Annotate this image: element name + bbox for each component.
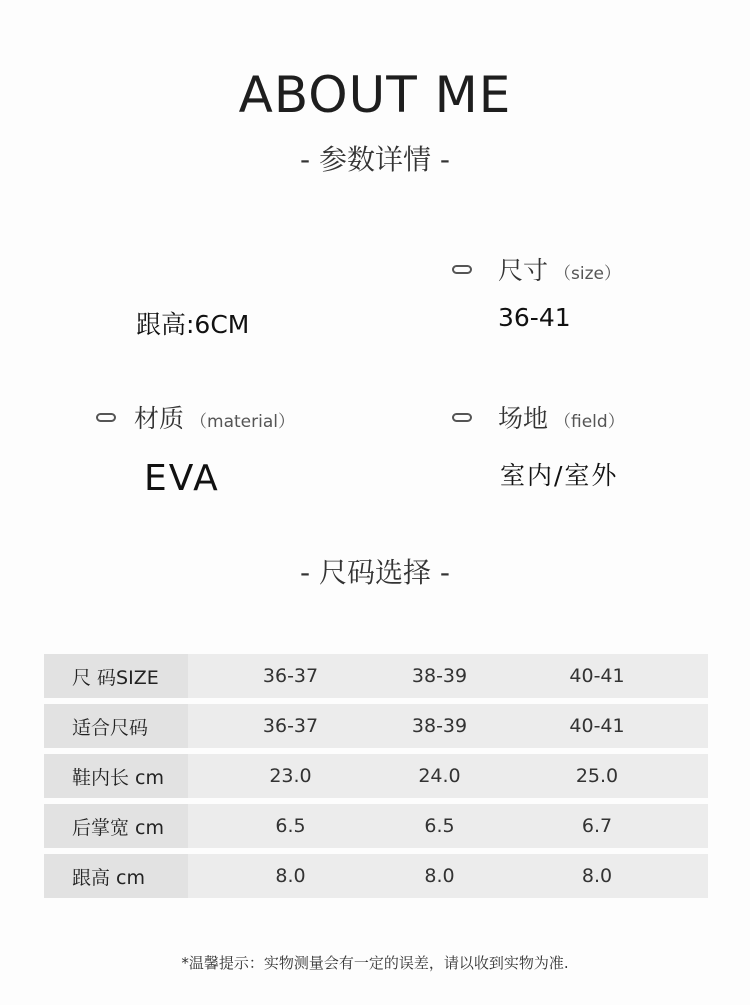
footer-note: *温馨提示：实物测量会有一定的误差，请以收到实物为准. <box>181 954 569 972</box>
size-sublabel: （size） <box>554 264 621 284</box>
table-cell: 6.7 <box>581 815 613 837</box>
pill-icon <box>452 413 472 422</box>
size-label-row <box>452 251 621 287</box>
field-label-row <box>452 399 625 435</box>
table-cell: 23.0 <box>269 765 312 787</box>
material-label: 材质 <box>134 404 185 433</box>
table-cell: 6.5 <box>275 815 306 837</box>
row-header: 鞋内长 cm <box>44 754 188 798</box>
table-cell: 6.5 <box>424 815 455 837</box>
table-row <box>44 804 708 848</box>
row-header: 尺 码SIZE <box>44 654 188 698</box>
table-row <box>44 654 708 698</box>
row-header: 跟高 cm <box>44 854 188 898</box>
table-cell: 25.0 <box>575 765 619 787</box>
field-label: 场地 <box>498 404 549 433</box>
row-header: 适合尺码 <box>44 704 188 748</box>
table-cell: 38-39 <box>411 665 468 687</box>
pill-icon <box>96 413 116 422</box>
page-title: ABOUT ME <box>238 66 512 124</box>
row-header: 后掌宽 cm <box>44 804 188 848</box>
table-cell: 40-41 <box>569 665 625 687</box>
table-cell: 36-37 <box>262 715 319 737</box>
field-sublabel: （field） <box>554 412 625 432</box>
heel-value: 跟高:6CM <box>136 310 250 339</box>
size-section-title: - 尺码选择 - <box>299 556 450 589</box>
size-label: 尺寸 <box>498 256 549 285</box>
field-value: 室内/室外 <box>500 461 619 490</box>
table-cell: 8.0 <box>581 865 613 887</box>
material-sublabel: （material） <box>190 412 295 432</box>
section-subtitle: - 参数详情 - <box>299 143 450 176</box>
table-cell: 38-39 <box>411 715 468 737</box>
table-row <box>44 754 708 798</box>
table-row <box>44 854 708 898</box>
table-cell: 8.0 <box>275 865 306 887</box>
size-table <box>44 654 708 904</box>
table-cell: 40-41 <box>569 715 625 737</box>
table-cell: 8.0 <box>424 865 455 887</box>
pill-icon <box>452 265 472 274</box>
material-value: EVA <box>144 458 220 499</box>
table-cell: 24.0 <box>418 765 461 787</box>
table-row <box>44 704 708 748</box>
table-cell: 36-37 <box>262 665 319 687</box>
size-value: 36-41 <box>498 303 571 332</box>
material-label-row <box>96 399 295 435</box>
